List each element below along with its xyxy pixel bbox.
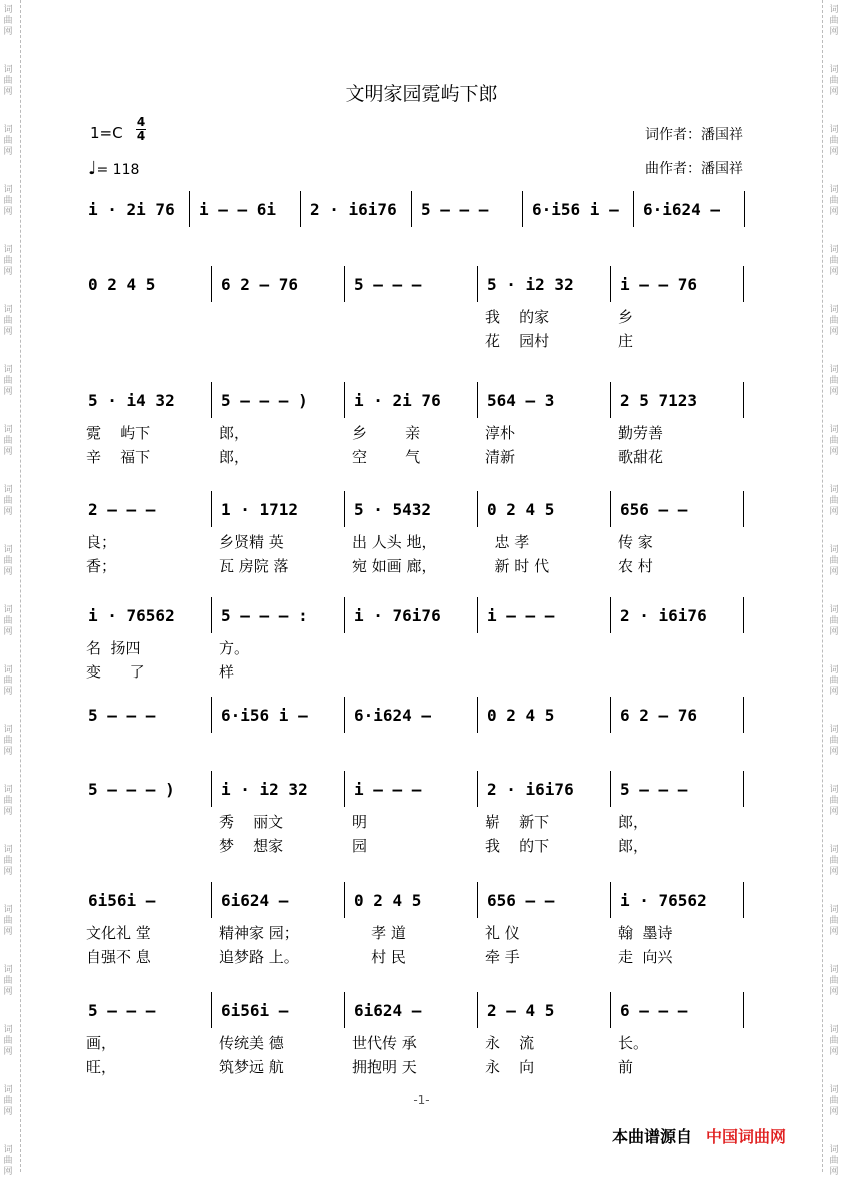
- watermark-text: 词曲网: [829, 725, 839, 757]
- lyric-line: [84, 922, 754, 942]
- lyric-line: [84, 1032, 754, 1052]
- measure: 2 · i6i76: [487, 780, 574, 799]
- barline: [633, 191, 634, 227]
- lyric-segment: 良；: [86, 533, 117, 551]
- watermark-text: 词曲网: [3, 1145, 13, 1177]
- notation-line: [84, 272, 754, 298]
- measure: 6 — — —: [620, 1001, 688, 1020]
- time-signature-top: 4: [136, 115, 146, 129]
- lyric-segment: 郎，: [618, 813, 649, 831]
- measure: i — — —: [487, 606, 555, 625]
- measure: 564 — 3: [487, 391, 555, 410]
- watermark-text: 词曲网: [3, 425, 13, 457]
- barline: [211, 266, 212, 302]
- lyric-segment: 乡: [618, 308, 634, 326]
- barline: [344, 266, 345, 302]
- lyric-segment: 香；: [86, 557, 117, 575]
- lyric-segment: 精神家 园；: [219, 924, 299, 942]
- measure: 656 — —: [620, 500, 688, 519]
- watermark-text: 词曲网: [3, 485, 13, 517]
- lyric-line: [84, 555, 754, 575]
- barline: [743, 597, 744, 633]
- watermark-text: 词曲网: [3, 665, 13, 697]
- barline: [211, 771, 212, 807]
- measure: 0 2 4 5: [487, 706, 555, 725]
- lyric-line: [84, 330, 754, 350]
- watermark-text: 词曲网: [3, 65, 13, 97]
- watermark-text: 词曲网: [829, 545, 839, 577]
- barline: [477, 382, 478, 418]
- lyric-segment: 永 流: [485, 1034, 535, 1052]
- barline: [477, 491, 478, 527]
- barline: [411, 191, 412, 227]
- lyric-segment: 辛 福下: [86, 448, 151, 466]
- lyric-line: [84, 946, 754, 966]
- barline: [477, 266, 478, 302]
- tempo-marking: [88, 158, 139, 179]
- measure: i · 76562: [620, 891, 707, 910]
- lyric-line: [84, 306, 754, 326]
- lyric-segment: 明: [352, 813, 368, 831]
- barline: [189, 191, 190, 227]
- watermark-text: 词曲网: [3, 245, 13, 277]
- watermark-text: 词曲网: [829, 425, 839, 457]
- lyric-segment: 庄: [618, 332, 634, 350]
- watermark-text: 词曲网: [3, 1085, 13, 1117]
- watermark-text: 词曲网: [3, 785, 13, 817]
- measure: 5 · 5432: [354, 500, 432, 519]
- barline: [477, 597, 478, 633]
- barline: [610, 597, 611, 633]
- measure: 5 — — —: [354, 275, 422, 294]
- lyric-segment: 郎，: [219, 448, 250, 466]
- tempo-value: = 118: [96, 162, 140, 178]
- measure: 0 2 4 5: [354, 891, 422, 910]
- watermark-text: 词曲网: [829, 485, 839, 517]
- lyric-line: [84, 1056, 754, 1076]
- barline: [744, 191, 745, 227]
- notation-line: [84, 497, 754, 523]
- measure: i — — —: [354, 780, 422, 799]
- source-site-name: 中国词曲网: [706, 1127, 787, 1146]
- measure: 5 — — —: [620, 780, 688, 799]
- lyric-segment: 空 气: [352, 448, 421, 466]
- watermark-text: 词曲网: [829, 605, 839, 637]
- barline: [610, 697, 611, 733]
- lyric-segment: 长。: [618, 1034, 649, 1052]
- measure: i — — 6i: [199, 200, 277, 219]
- watermark-text: 词曲网: [829, 965, 839, 997]
- lyric-segment: 前: [618, 1058, 634, 1076]
- barline: [743, 992, 744, 1028]
- song-title: 文明家园霓屿下郎: [345, 83, 498, 105]
- barline: [344, 771, 345, 807]
- barline: [344, 882, 345, 918]
- barline: [610, 382, 611, 418]
- lyric-segment: 我 的下: [485, 837, 550, 855]
- lyric-segment: 清新: [485, 448, 516, 466]
- measure: 0 2 4 5: [487, 500, 555, 519]
- lyric-segment: 传 家: [618, 533, 653, 551]
- lyric-segment: 画，: [86, 1034, 117, 1052]
- barline: [344, 697, 345, 733]
- lyric-segment: 郎，: [219, 424, 250, 442]
- barline: [522, 191, 523, 227]
- watermark-text: 词曲网: [3, 365, 13, 397]
- measure: i — — 76: [620, 275, 698, 294]
- measure: 2 5 7123: [620, 391, 698, 410]
- watermark-text: 词曲网: [829, 185, 839, 217]
- watermark-text: 词曲网: [829, 845, 839, 877]
- lyric-segment: 我 的家: [485, 308, 550, 326]
- lyric-segment: 走 向兴: [618, 948, 673, 966]
- measure: 2 — 4 5: [487, 1001, 555, 1020]
- watermark-text: 词曲网: [829, 245, 839, 277]
- lyric-line: [84, 811, 754, 831]
- measure: 6i624 —: [354, 1001, 422, 1020]
- measure: i · 76i76: [354, 606, 441, 625]
- lyric-line: [84, 661, 754, 681]
- source-credit: [612, 1124, 786, 1147]
- measure: 6 2 — 76: [620, 706, 698, 725]
- notation-line: [84, 703, 754, 729]
- watermark-text: 词曲网: [3, 845, 13, 877]
- measure: 5 — — —: [421, 200, 489, 219]
- barline: [211, 382, 212, 418]
- lyric-segment: 自强不 息: [86, 948, 151, 966]
- page-number: -1-: [413, 1093, 430, 1107]
- watermark-text: 词曲网: [829, 1085, 839, 1117]
- measure: i · i2 32: [221, 780, 308, 799]
- lyric-segment: 瓦 房院 落: [219, 557, 289, 575]
- barline: [211, 697, 212, 733]
- measure: i · 2i 76: [354, 391, 441, 410]
- barline: [211, 992, 212, 1028]
- lyric-segment: 拥抱明 天: [352, 1058, 417, 1076]
- measure: 5 — — — ): [88, 780, 175, 799]
- composer-credit: 曲作者：潘国祥: [645, 161, 743, 177]
- lyric-segment: 文化礼 堂: [86, 924, 151, 942]
- watermark-text: 词曲网: [829, 1145, 839, 1177]
- lyric-segment: 宛 如画 廊，: [352, 557, 437, 575]
- watermark-text: 词曲网: [829, 65, 839, 97]
- measure: i · 76562: [88, 606, 175, 625]
- lyric-segment: 淳朴: [485, 424, 516, 442]
- barline: [743, 491, 744, 527]
- lyric-segment: 忠 孝: [485, 533, 530, 551]
- notation-line: [84, 888, 754, 914]
- measure: 6·i56 i —: [532, 200, 619, 219]
- watermark-text: 词曲网: [829, 365, 839, 397]
- lyric-segment: 新 时 代: [485, 557, 550, 575]
- barline: [743, 382, 744, 418]
- time-signature-bottom: 4: [136, 129, 146, 143]
- watermark-text: 词曲网: [829, 785, 839, 817]
- measure: 6·i624 —: [354, 706, 432, 725]
- barline: [610, 992, 611, 1028]
- notation-line: [84, 603, 754, 629]
- measure: 656 — —: [487, 891, 555, 910]
- watermark-text: 词曲网: [829, 905, 839, 937]
- notation-line: [84, 777, 754, 803]
- lyric-segment: 礼 仪: [485, 924, 520, 942]
- lyric-segment: 变 了: [86, 663, 145, 681]
- measure: 1 · 1712: [221, 500, 299, 519]
- lyric-segment: 梦 想家: [219, 837, 284, 855]
- measure: 5 · i2 32: [487, 275, 574, 294]
- barline: [211, 491, 212, 527]
- barline: [344, 992, 345, 1028]
- source-label: 本曲谱源自: [612, 1127, 693, 1146]
- lyricist-credit: 词作者：潘国祥: [645, 127, 743, 143]
- right-watermark-strip: [825, 0, 843, 1177]
- lyric-segment: 追梦路 上。: [219, 948, 299, 966]
- quarter-note-icon: ♩: [88, 158, 97, 179]
- measure: 6i624 —: [221, 891, 289, 910]
- lyric-segment: 筑梦远 航: [219, 1058, 284, 1076]
- lyric-line: [84, 446, 754, 466]
- watermark-text: 词曲网: [3, 125, 13, 157]
- lyric-segment: 秀 丽文: [219, 813, 284, 831]
- barline: [743, 697, 744, 733]
- barline: [743, 266, 744, 302]
- measure: i · 2i 76: [88, 200, 175, 219]
- watermark-text: 词曲网: [829, 665, 839, 697]
- lyric-segment: 出 人头 地，: [352, 533, 437, 551]
- measure: 2 · i6i76: [620, 606, 707, 625]
- barline: [300, 191, 301, 227]
- measure: 2 · i6i76: [310, 200, 397, 219]
- lyric-segment: 霓 屿下: [86, 424, 151, 442]
- lyric-segment: 勤劳善: [618, 424, 664, 442]
- lyric-line: [84, 422, 754, 442]
- lyric-segment: 花 园村: [485, 332, 550, 350]
- lyric-segment: 歌甜花: [618, 448, 664, 466]
- lyric-segment: 永 向: [485, 1058, 535, 1076]
- barline: [477, 771, 478, 807]
- lyric-line: [84, 835, 754, 855]
- barline: [610, 491, 611, 527]
- lyric-segment: 翰 墨诗: [618, 924, 673, 942]
- watermark-text: 词曲网: [3, 725, 13, 757]
- measure: 2 — — —: [88, 500, 156, 519]
- measure: 0 2 4 5: [88, 275, 156, 294]
- lyric-segment: 园: [352, 837, 368, 855]
- left-watermark-strip: [0, 0, 18, 1177]
- notation-line: [84, 388, 754, 414]
- lyric-segment: 村 民: [352, 948, 406, 966]
- notation-line: [84, 998, 754, 1024]
- key-signature: 1=C: [90, 124, 123, 142]
- barline: [610, 771, 611, 807]
- barline: [477, 882, 478, 918]
- measure: 6i56i —: [88, 891, 156, 910]
- lyric-segment: 郎，: [618, 837, 649, 855]
- lyric-line: [84, 531, 754, 551]
- watermark-text: 词曲网: [829, 5, 839, 37]
- lyric-segment: 乡 亲: [352, 424, 421, 442]
- time-signature: [136, 116, 146, 143]
- watermark-text: 词曲网: [3, 1025, 13, 1057]
- lyric-segment: 名 扬四: [86, 639, 141, 657]
- lyric-segment: 样: [219, 663, 235, 681]
- watermark-text: 词曲网: [3, 5, 13, 37]
- barline: [743, 882, 744, 918]
- lyric-segment: 传统美 德: [219, 1034, 284, 1052]
- lyric-segment: 方。: [219, 639, 250, 657]
- lyric-segment: 农 村: [618, 557, 653, 575]
- lyric-line: [84, 637, 754, 657]
- lyric-segment: 崭 新下: [485, 813, 550, 831]
- barline: [344, 597, 345, 633]
- barline: [743, 771, 744, 807]
- lyric-segment: 牵 手: [485, 948, 520, 966]
- measure: 6·i56 i —: [221, 706, 308, 725]
- watermark-text: 词曲网: [3, 965, 13, 997]
- barline: [477, 992, 478, 1028]
- watermark-text: 词曲网: [3, 305, 13, 337]
- measure: 5 — — —: [88, 706, 156, 725]
- measure: 5 — — — ): [221, 391, 308, 410]
- watermark-text: 词曲网: [829, 125, 839, 157]
- notation-line: [84, 197, 754, 223]
- measure: 6i56i —: [221, 1001, 289, 1020]
- measure: 6·i624 —: [643, 200, 721, 219]
- watermark-text: 词曲网: [829, 1025, 839, 1057]
- barline: [344, 491, 345, 527]
- barline: [610, 266, 611, 302]
- barline: [211, 597, 212, 633]
- watermark-text: 词曲网: [3, 905, 13, 937]
- lyric-segment: 旺，: [86, 1058, 117, 1076]
- barline: [344, 382, 345, 418]
- measure: 6 2 — 76: [221, 275, 299, 294]
- lyric-segment: 世代传 承: [352, 1034, 417, 1052]
- measure: 5 — — — :: [221, 606, 308, 625]
- measure: 5 · i4 32: [88, 391, 175, 410]
- barline: [610, 882, 611, 918]
- lyric-segment: 乡贤精 英: [219, 533, 284, 551]
- watermark-text: 词曲网: [3, 185, 13, 217]
- watermark-text: 词曲网: [3, 605, 13, 637]
- watermark-text: 词曲网: [829, 305, 839, 337]
- watermark-text: 词曲网: [3, 545, 13, 577]
- barline: [211, 882, 212, 918]
- barline: [477, 697, 478, 733]
- lyric-segment: 孝 道: [352, 924, 406, 942]
- measure: 5 — — —: [88, 1001, 156, 1020]
